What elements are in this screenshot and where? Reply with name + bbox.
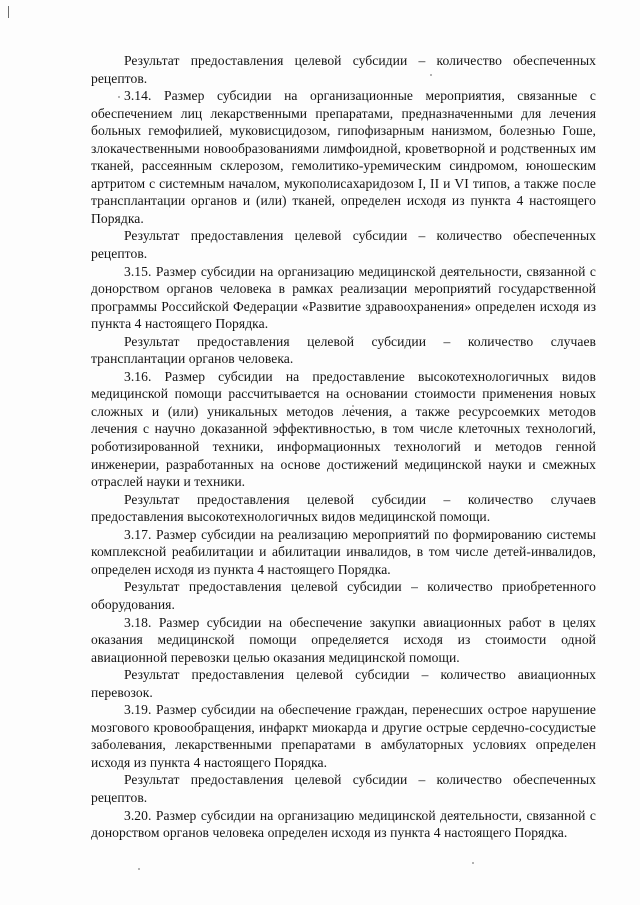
paragraph-result-3-16: Результат предоставления целевой субсидии – количество случаев предоставления высокотехнологичных видов медицинской помощи. [91, 491, 596, 525]
paragraph-result-3-15: Результат предоставления целевой субсидии – количество случаев трансплантации органов человека. [91, 333, 596, 367]
scan-artifact-mark [8, 6, 9, 18]
paragraph-3-20: 3.20. Размер субсидии на организацию медицинской деятельности, связанной с донорством органов человека определен исходя из пункта 4 настоящего Порядка. [91, 807, 596, 841]
document-body [91, 52, 596, 842]
paragraph-3-16: 3.16. Размер субсидии на предоставление высокотехнологичных видов медицинской помощи рассчитывается на основании стоимости применения новых сложных и (или) уникальных методов лечения, а также ресурсоемких методов лечения с научно доказанной эффективностью, в том числе клеточных технологий, роботизированной техники, информационных технологий и методов генной инженерии, разработанных на основе достижений медицинской науки и смежных отраслей науки и техники. [91, 368, 596, 490]
paragraph-result-3-14: Результат предоставления целевой субсидии – количество обеспеченных рецептов. [91, 228, 596, 262]
scan-speck [138, 868, 140, 870]
scan-speck [472, 862, 474, 864]
paragraph-3-15: 3.15. Размер субсидии на организацию медицинской деятельности, связанной с донорством органов человека в рамках реализации мероприятий государственной программы Российской Федерации «Развитие здравоохранения» определен исходя из пункта 4 настоящего Порядка. [91, 263, 596, 332]
paragraph-3-17: 3.17. Размер субсидии на реализацию мероприятий по формированию системы комплексной реабилитации и абилитации инвалидов, в том числе детей-инвалидов, определен исходя из пункта 4 настоящего Порядка. [91, 526, 596, 577]
paragraph-3-14: 3.14. Размер субсидии на организационные мероприятия, связанные с обеспечением лиц лекарственными препаратами, предназначенными для лечения больных гемофилией, муковисцидозом, гипофизарным нанизмом, болезнью Гоше, злокачественными новообразованиями лимфоидной, кроветворной и родственных им тканей, рассеянным склерозом, гемолитико-уремическим синдромом, юношеским артритом с системным началом, мукополисахаридозом I, II и VI типов, а также после трансплантации органов и (или) тканей, определен исходя из пункта 4 настоящего Порядка. [91, 88, 596, 226]
paragraph-result-3-17: Результат предоставления целевой субсидии – количество приобретенного оборудования. [91, 579, 596, 612]
paragraph-result-3-13: Результат предоставления целевой субсидии – количество обеспеченных рецептов. [91, 53, 596, 86]
paragraph-3-19: 3.19. Размер субсидии на обеспечение граждан, перенесших острое нарушение мозгового кровообращения, инфаркт миокарда и другие острые сердечно-сосудистые заболевания, лекарственными препаратами в амбулаторных условиях определен исходя из пункта 4 настоящего Порядка. [91, 702, 596, 770]
paragraph-result-3-19: Результат предоставления целевой субсидии – количество обеспеченных рецептов. [91, 772, 596, 805]
paragraph-3-18: 3.18. Размер субсидии на обеспечение закупки авиационных работ в целях оказания медицинской помощи определяется исходя из стоимости одной авиационной перевозки целью оказания медицинской помощи. [91, 614, 596, 665]
paragraph-result-3-18: Результат предоставления целевой субсидии – количество авиационных перевозок. [91, 667, 596, 700]
